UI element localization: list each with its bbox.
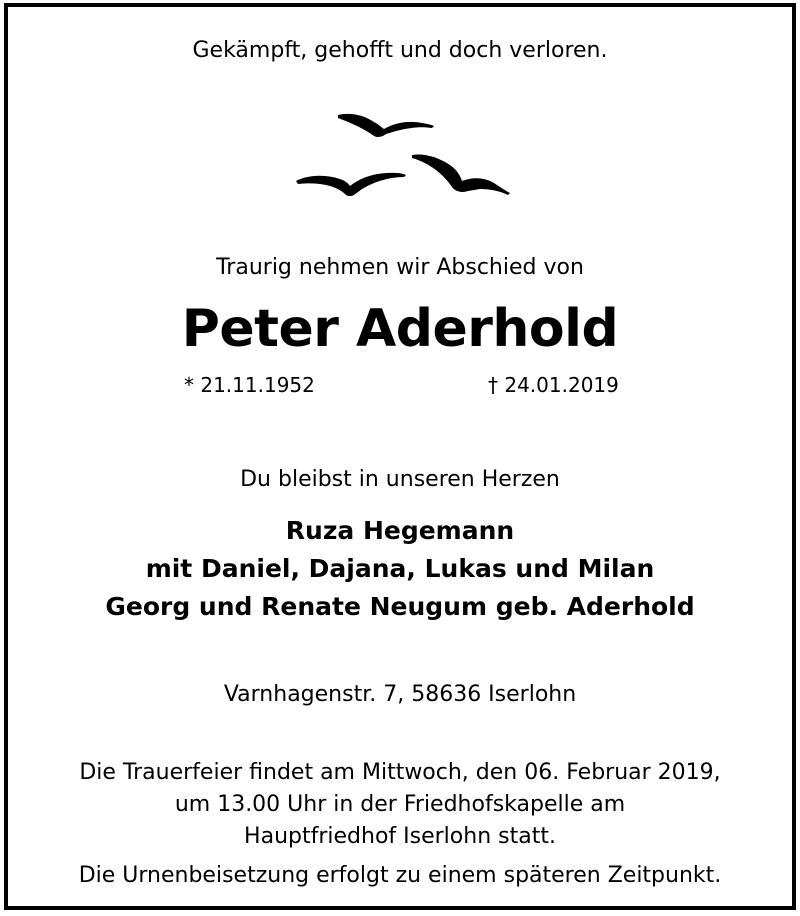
bird-icon <box>412 154 510 195</box>
deceased-name: Peter Aderhold <box>181 299 619 359</box>
service-info-line: Hauptfriedhof Iserlohn statt. <box>244 824 556 849</box>
mourner-line: Georg und Renate Neugum geb. Aderhold <box>105 592 695 621</box>
farewell-intro: Traurig nehmen wir Abschied von <box>216 255 584 280</box>
flying-birds-icon <box>278 103 518 203</box>
service-info-line: um 13.00 Uhr in der Friedhofskapelle am <box>174 792 626 817</box>
remembrance-line: Du bleibst in unseren Herzen <box>240 467 560 492</box>
bird-icon <box>296 173 406 196</box>
bird-icon <box>338 114 434 137</box>
mourner-line: mit Daniel, Dajana, Lukas und Milan <box>145 554 655 583</box>
family-address: Varnhagenstr. 7, 58636 Iserlohn <box>223 682 577 707</box>
urn-burial-note: Die Urnenbeisetzung erfolgt zu einem späteren Zeitpunkt. <box>78 863 722 888</box>
motto: Gekämpft, gehofft und doch verloren. <box>192 38 608 63</box>
obituary-notice <box>4 3 796 910</box>
birth-date: * 21.11.1952 <box>184 373 315 397</box>
death-date: † 24.01.2019 <box>488 373 619 397</box>
service-info-line: Die Trauerfeier findet am Mittwoch, den 06. Februar 2019, <box>79 760 721 785</box>
mourner-line: Ruza Hegemann <box>285 516 515 545</box>
